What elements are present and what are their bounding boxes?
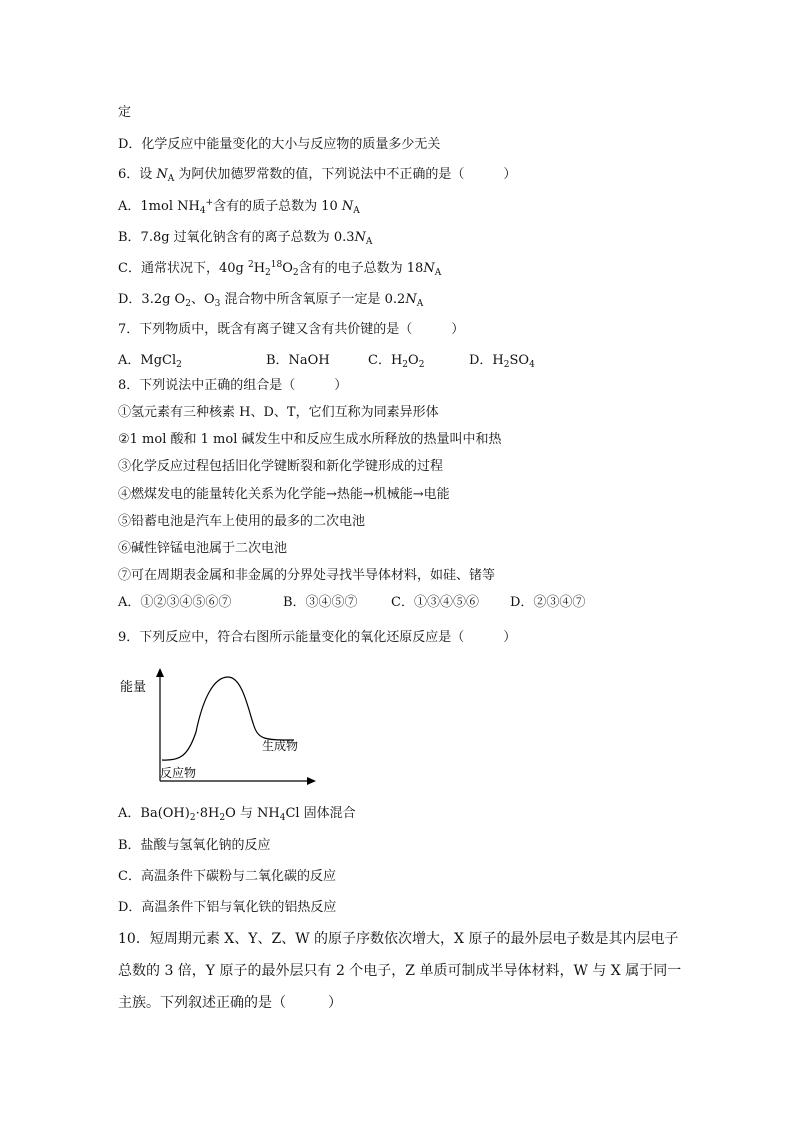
- question-6-stem: 6．设 $N_A$ 为阿伏加德罗常数的值，下列说法中不正确的是（ ）: [118, 167, 517, 184]
- statement-3: ③化学反应过程包括旧化学键断裂和新化学键形成的过程: [118, 459, 444, 474]
- energy-diagram: [118, 668, 318, 788]
- statement-7: ⑦可在周期表金属和非金属的分界处寻找半导体材料，如硅、锗等: [118, 568, 496, 583]
- option-6b: B．7.8g 过氧化钠含有的离子总数为 $0.3N_A$: [118, 230, 373, 247]
- option-8b: B．③④⑤⑦: [283, 595, 358, 610]
- statement-5: ⑤铅蓄电池是汽车上使用的最多的二次电池: [118, 514, 366, 529]
- question-10-line: 10．短周期元素 X、Y、Z、W 的原子序数依次增大，X 原子的最外层电子数是其内层电子: [118, 931, 679, 947]
- statement-6: ⑥碱性锌锰电池属于二次电池: [118, 541, 288, 556]
- option-9a: A．$Ba(OH)_2\cdot 8H_2O$ 与 $NH_4Cl$ 固体混合: [118, 806, 356, 823]
- option-9b: B．盐酸与氢氧化钠的反应: [118, 838, 271, 853]
- option-7b: B．NaOH: [266, 353, 330, 368]
- option-6a: A．1mol $NH_4^+$含有的质子总数为 10 $N_A$: [118, 198, 360, 216]
- y-axis-arrow: [156, 668, 164, 677]
- option-7c: C．$H_2O_2$: [368, 353, 425, 370]
- statement-2: ②1 mol 酸和 1 mol 碱发生中和反应生成水所释放的热量叫中和热: [118, 432, 502, 447]
- energy-axis-label: 能量: [120, 680, 147, 695]
- question-9-stem: 9．下列反应中，符合右图所示能量变化的氧化还原反应是（ ）: [118, 630, 517, 645]
- question-8-options: [118, 594, 585, 612]
- option-6c: C．通常状况下，40g $^2H_2^{18}O_2$含有的电子总数为 $18N_A$: [118, 260, 442, 278]
- option-8a: A．①②③④⑤⑥⑦: [118, 595, 232, 610]
- option-7a: A．MgCl$_2$: [118, 353, 182, 370]
- question-10-line: 总数的 3 倍，Y 原子的最外层只有 2 个电子，Z 单质可制成半导体材料，W 与 X 属于同一: [118, 963, 682, 979]
- text-line: 定: [118, 105, 132, 120]
- option-8c: C．①③④⑤⑥: [391, 595, 479, 610]
- question-7-stem: 7．下列物质中，既含有离子键又含有共价键的是（ ）: [118, 322, 465, 337]
- product-label: 生成物: [262, 739, 299, 753]
- x-axis-arrow: [307, 777, 316, 785]
- option-7d: D．$H_2SO_4$: [469, 353, 535, 370]
- question-10-line: 主族。下列叙述正确的是（ ）: [118, 995, 342, 1011]
- question-7-options: [118, 352, 535, 370]
- option-8d: D．②③④⑦: [510, 595, 586, 610]
- statement-4: ④燃煤发电的能量转化关系为化学能→热能→机械能→电能: [118, 487, 450, 502]
- reactant-label: 反应物: [160, 766, 197, 780]
- statement-1: ①氢元素有三种核素 H、D、T，它们互称为同素异形体: [118, 405, 439, 420]
- question-8-stem: 8．下列说法中正确的组合是（ ）: [118, 378, 348, 393]
- option-5d: D．化学反应中能量变化的大小与反应物的质量多少无关: [118, 137, 441, 152]
- option-9d: D．高温条件下铝与氧化铁的铝热反应: [118, 900, 337, 915]
- option-9c: C．高温条件下碳粉与二氧化碳的反应: [118, 869, 336, 884]
- option-6d: D．3.2g $O_2$、$O_3$ 混合物中所含氧原子一定是 $0.2N_A$: [118, 292, 424, 309]
